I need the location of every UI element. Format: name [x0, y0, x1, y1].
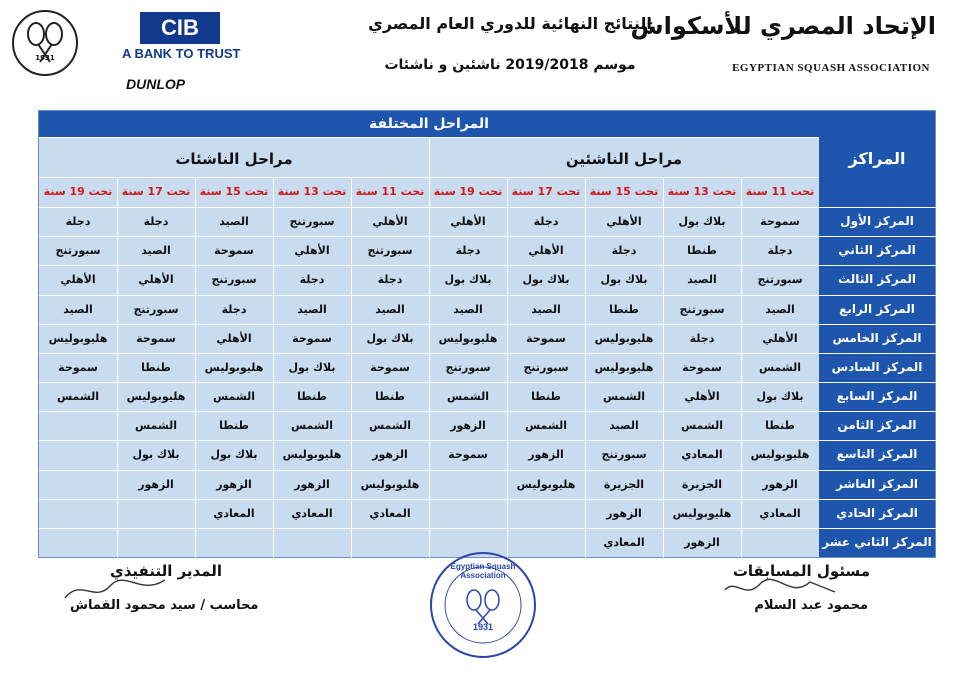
season-subtitle: موسم 2019/2018 ناشئين و ناشئات: [384, 57, 636, 73]
age-column-header: تحت 13 سنة: [277, 185, 347, 198]
table-cell: طنطا: [297, 390, 327, 403]
table-cell: هليوبوليس: [282, 448, 342, 462]
table-cell: بلاك بول: [522, 273, 570, 287]
age-column-header: تحت 19 سنة: [43, 185, 113, 198]
age-column-header: تحت 11 سنة: [355, 185, 425, 198]
table-cell: الزهور: [684, 535, 720, 549]
position-label: المركز الحادي: [836, 505, 918, 520]
table-cell: سموحة: [214, 244, 254, 258]
table-cell: الشمس: [134, 419, 178, 433]
results-table: [38, 110, 936, 558]
age-column-header: تحت 13 سنة: [667, 185, 737, 198]
table-cell: دجلة: [611, 244, 637, 258]
table-cell: الأهلي: [528, 244, 564, 258]
table-cell: بلاك بول: [288, 360, 336, 374]
table-cell: الصيد: [141, 244, 171, 258]
table-cell: الزهور: [138, 477, 174, 491]
table-cell: الشمس: [368, 419, 412, 433]
table-cell: الأهلي: [60, 273, 96, 287]
table-cell: الصيد: [375, 302, 405, 316]
position-label: المركز الرابع: [839, 301, 915, 316]
table-cell: الشمس: [290, 419, 334, 433]
competitions-officer-title: مسئول المسابقات: [732, 562, 870, 580]
table-cell: الشمس: [602, 390, 646, 403]
table-cell: سبورتنج: [289, 215, 335, 228]
position-label: المركز الثاني عشر: [822, 534, 932, 549]
table-cell: المعادي: [603, 535, 645, 549]
rackets-icon: [14, 12, 76, 74]
table-cell: بلاك بول: [366, 331, 414, 345]
table-cell: سبورتنج: [133, 302, 179, 316]
table-cell: هليوبوليس: [594, 331, 654, 345]
table-cell: الزهور: [216, 477, 252, 491]
association-title-en: EGYPTIAN SQUASH ASSOCIATION: [732, 62, 930, 74]
table-cell: هليوبوليس: [750, 448, 810, 462]
age-column-header: تحت 19 سنة: [433, 185, 503, 198]
table-cell: الأهلي: [450, 215, 486, 228]
table-cell: الزهور: [528, 448, 564, 462]
table-cell: الشمس: [524, 419, 568, 433]
table-cell: سموحة: [136, 331, 176, 345]
position-label: المركز السابع: [836, 389, 918, 403]
table-cell: دجلة: [65, 215, 91, 228]
table-cell: الأهلي: [138, 273, 174, 287]
right-signature-icon: [720, 570, 840, 610]
table-cell: الصيد: [531, 302, 561, 316]
table-cell: الزهور: [372, 448, 408, 462]
table-cell: هليوبوليس: [438, 331, 498, 345]
table-cell: سبورتنج: [601, 448, 647, 462]
table-cell: هليوبوليس: [48, 331, 108, 345]
table-cell: طنطا: [765, 419, 795, 433]
stages-header: المراحل المختلفة: [39, 111, 819, 137]
table-cell: دجلة: [533, 215, 559, 228]
table-cell: الشمس: [758, 360, 802, 374]
sponsor-dunlop-logo: DUNLOP: [126, 76, 186, 92]
table-cell: الصيد: [687, 273, 717, 287]
table-cell: الصيد: [765, 302, 795, 316]
table-cell: الزهور: [450, 419, 486, 433]
table-cell: دجلة: [377, 273, 403, 287]
seal-text: Egyptian Squash Association: [450, 562, 516, 580]
table-cell: سموحة: [526, 331, 566, 345]
position-label: المركز التاسع: [836, 447, 918, 462]
table-cell: سبورتنج: [757, 273, 803, 287]
table-cell: الأهلي: [762, 331, 798, 345]
competitions-officer-name: محمود عبد السلام: [754, 598, 868, 613]
table-cell: طنطا: [141, 360, 171, 374]
table-cell: طنطا: [609, 302, 639, 316]
table-cell: سبورتنج: [55, 244, 101, 258]
table-cell: بلاك بول: [210, 448, 258, 462]
table-cell: المعادي: [369, 506, 411, 520]
table-cell: بلاك بول: [132, 448, 180, 462]
position-label: المركز الثالث: [838, 272, 916, 287]
table-cell: الصيد: [219, 215, 249, 228]
executive-director-name: محاسب / سيد محمود القماش: [70, 598, 259, 613]
table-cell: دجلة: [299, 273, 325, 287]
table-cell: الشمس: [446, 390, 490, 403]
table-cell: هليوبوليس: [204, 360, 264, 374]
left-signature-icon: [60, 568, 170, 608]
position-label: المركز السادس: [831, 359, 923, 374]
table-cell: الزهور: [606, 506, 642, 520]
seal-year: 1931: [472, 622, 494, 632]
table-cell: بلاك بول: [600, 273, 648, 287]
sponsor-cib-tagline: A BANK TO TRUST: [122, 46, 241, 61]
document-title: النتائج النهائية للدوري العام المصري: [368, 14, 652, 33]
table-cell: سموحة: [448, 448, 488, 462]
age-column-header: تحت 17 سنة: [511, 185, 581, 198]
position-label: المركز الأول: [840, 214, 914, 228]
position-label: المركز الثاني: [838, 243, 916, 258]
table-cell: المعادي: [759, 506, 801, 520]
table-cell: الشمس: [56, 390, 100, 403]
table-cell: الأهلي: [606, 215, 642, 228]
table-cell: هليوبوليس: [672, 506, 732, 520]
girls-stages-header: مراحل الناشئات: [175, 150, 293, 168]
table-cell: المعادي: [213, 506, 255, 520]
table-cell: هليوبوليس: [126, 390, 186, 403]
table-cell: الأهلي: [684, 390, 720, 403]
position-label: المركز الخامس: [832, 330, 922, 345]
age-column-header: تحت 11 سنة: [745, 185, 815, 198]
table-cell: سموحة: [58, 360, 98, 374]
position-label: المركز العاشر: [836, 476, 918, 491]
table-cell: سموحة: [370, 360, 410, 374]
table-cell: الصيد: [453, 302, 483, 316]
table-cell: طنطا: [687, 244, 717, 258]
table-cell: الشمس: [212, 390, 256, 403]
table-cell: دجلة: [143, 215, 169, 228]
age-column-header: تحت 17 سنة: [121, 185, 191, 198]
table-cell: سموحة: [292, 331, 332, 345]
table-cell: الأهلي: [216, 331, 252, 345]
table-cell: طنطا: [219, 419, 249, 433]
table-cell: بلاك بول: [444, 273, 492, 287]
table-cell: الجزيرة: [681, 477, 723, 491]
association-title-ar: الإتحاد المصري للأسكواش: [630, 12, 936, 40]
table-cell: سبورتنج: [445, 360, 491, 374]
table-cell: الشمس: [680, 419, 724, 433]
table-cell: سبورتنج: [211, 273, 257, 287]
boys-stages-header: مراحل الناشئين: [565, 150, 683, 168]
positions-header: المراكز: [819, 111, 935, 207]
table-cell: هليوبوليس: [516, 477, 576, 491]
table-cell: سموحة: [760, 215, 800, 228]
table-cell: سبورتنج: [523, 360, 569, 374]
table-cell: هليوبوليس: [594, 360, 654, 374]
sponsor-cib-logo: CIB: [140, 12, 220, 44]
grid-line: [39, 528, 937, 529]
table-cell: الزهور: [294, 477, 330, 491]
table-cell: المعادي: [291, 506, 333, 520]
table-cell: بلاك بول: [678, 215, 726, 228]
table-cell: الزهور: [762, 477, 798, 491]
table-cell: الأهلي: [294, 244, 330, 258]
executive-director-title: المدير التنفيذي: [110, 562, 223, 580]
table-cell: دجلة: [689, 331, 715, 345]
table-cell: طنطا: [375, 390, 405, 403]
table-cell: هليوبوليس: [360, 477, 420, 491]
table-cell: الأهلي: [372, 215, 408, 228]
table-cell: الصيد: [63, 302, 93, 316]
table-cell: دجلة: [767, 244, 793, 258]
table-cell: بلاك بول: [756, 390, 804, 403]
age-column-header: تحت 15 سنة: [199, 185, 269, 198]
table-cell: دجلة: [221, 302, 247, 316]
age-column-header: تحت 15 سنة: [589, 185, 659, 198]
table-cell: طنطا: [531, 390, 561, 403]
table-cell: الجزيرة: [603, 477, 645, 491]
table-cell: الصيد: [609, 419, 639, 433]
position-label: المركز الثامن: [837, 418, 917, 433]
table-cell: سبورتنج: [679, 302, 725, 316]
association-logo-icon: [12, 10, 78, 76]
table-cell: دجلة: [455, 244, 481, 258]
table-cell: سبورتنج: [367, 244, 413, 258]
table-cell: الصيد: [297, 302, 327, 316]
table-cell: المعادي: [681, 448, 723, 462]
table-cell: سموحة: [682, 360, 722, 374]
logo-year: 1931: [35, 54, 55, 62]
